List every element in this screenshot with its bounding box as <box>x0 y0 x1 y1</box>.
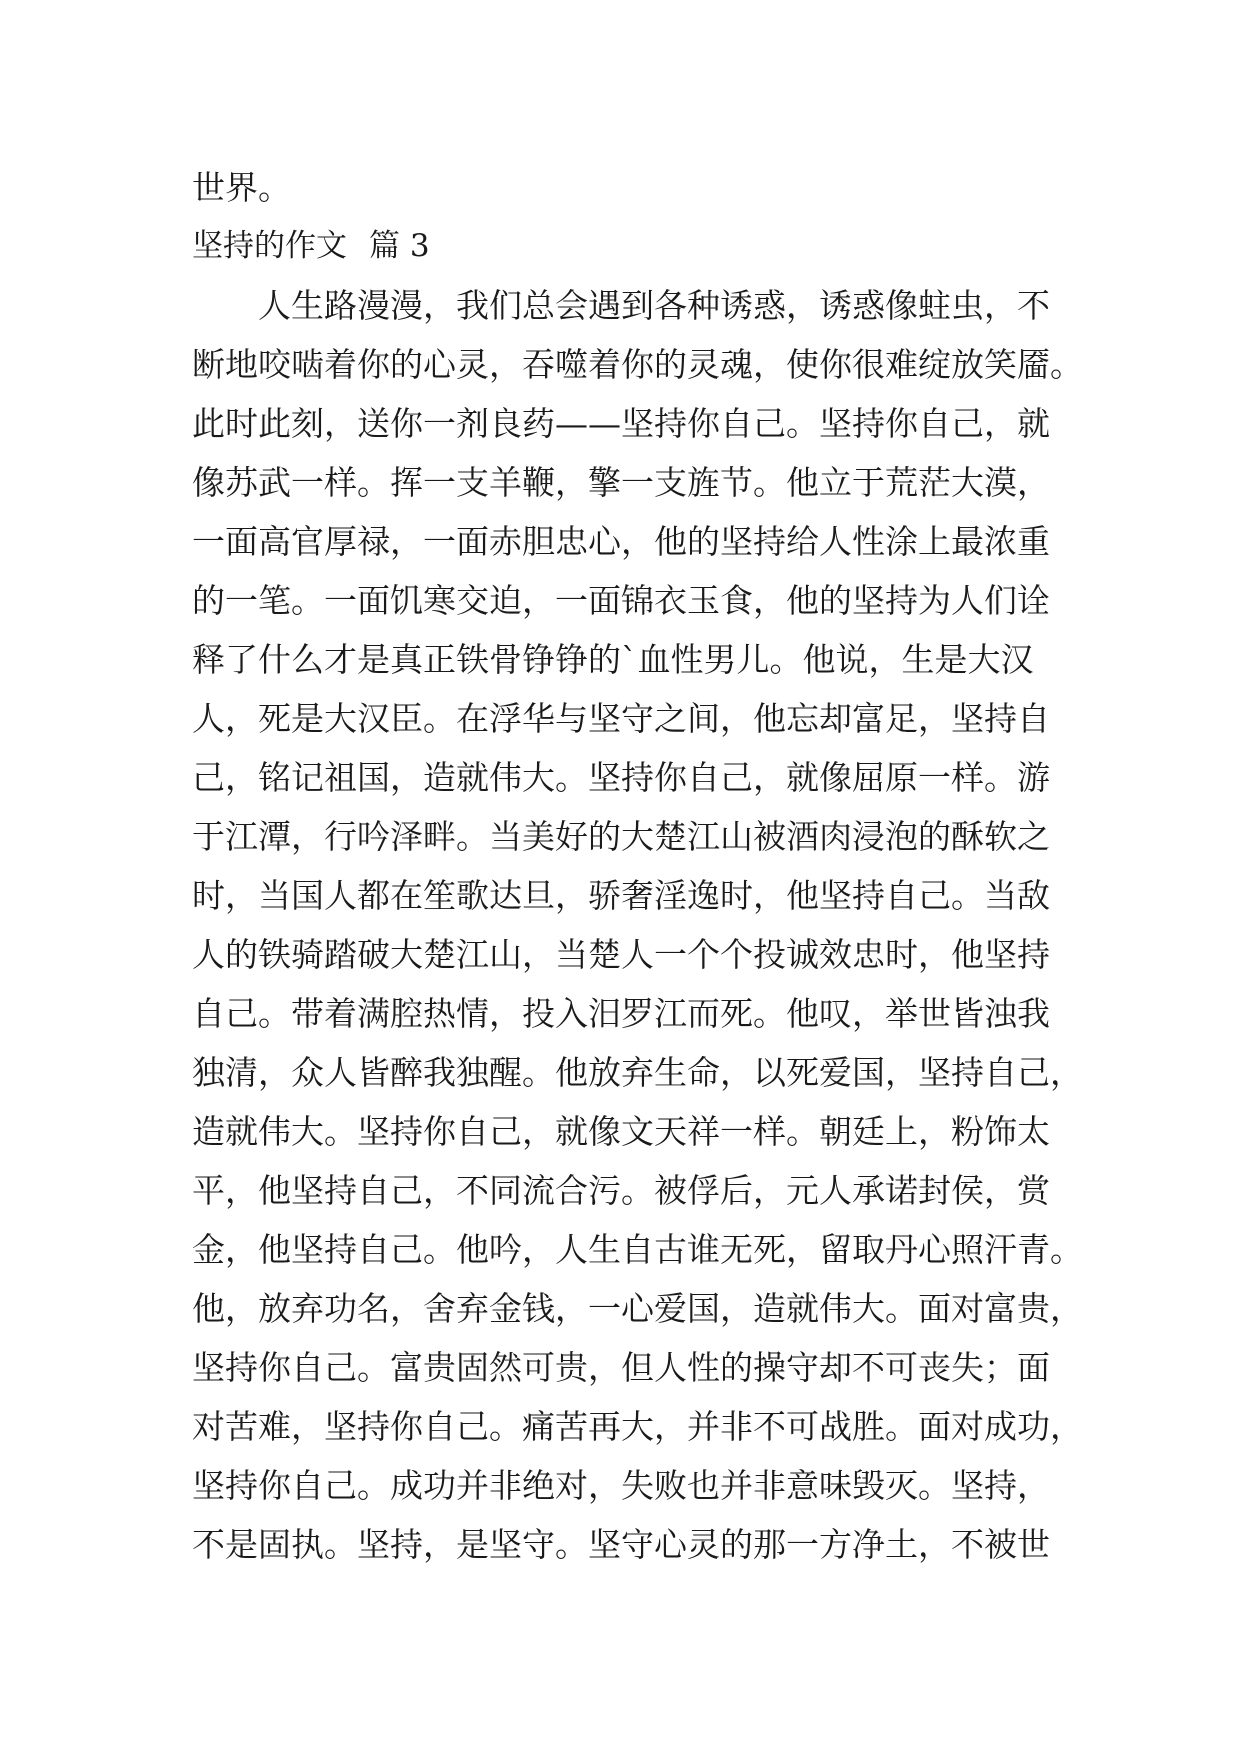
paragraph-line: 己，铭记祖国，造就伟大。坚持你自己，就像屈原一样。游 <box>192 758 1050 797</box>
paragraph-line: 造就伟大。坚持你自己，就像文天祥一样。朝廷上，粉饰太 <box>192 1112 1050 1151</box>
paragraph-line: 像苏武一样。挥一支羊鞭，擎一支旌节。他立于荒茫大漠， <box>192 463 1050 502</box>
paragraph-line: 的一笔。一面饥寒交迫，一面锦衣玉食，他的坚持为人们诠 <box>192 581 1050 620</box>
paragraph-line: 金，他坚持自己。他吟，人生自古谁无死，留取丹心照汗青。 <box>192 1230 1083 1269</box>
paragraph-line: 断地咬啮着你的心灵，吞噬着你的灵魂，使你很难绽放笑靥。 <box>192 345 1083 384</box>
paragraph-line: 不是固执。坚持，是坚守。坚守心灵的那一方净土，不被世 <box>192 1525 1050 1564</box>
paragraph-line: 人生路漫漫，我们总会遇到各种诱惑，诱惑像蛀虫，不 <box>192 286 1050 325</box>
heading-title: 坚持的作文 <box>192 228 347 264</box>
paragraph-line: 释了什么才是真正铁骨铮铮的`血性男儿。他说，生是大汉 <box>192 640 1034 679</box>
paragraph-line: 对苦难，坚持你自己。痛苦再大，并非不可战胜。面对成功， <box>192 1407 1083 1446</box>
paragraph-line: 坚持你自己。富贵固然可贵，但人性的操守却不可丧失；面 <box>192 1348 1050 1387</box>
document-page <box>192 158 1083 1574</box>
paragraph-line: 坚持你自己。成功并非绝对，失败也并非意味毁灭。坚持， <box>192 1466 1050 1505</box>
heading-suffix: 篇 3 <box>369 228 430 264</box>
section-heading <box>192 217 1052 276</box>
paragraph-line: 平，他坚持自己，不同流合污。被俘后，元人承诺封侯，赏 <box>192 1171 1050 1210</box>
paragraph-line: 独清，众人皆醉我独醒。他放弃生命，以死爱国，坚持自己， <box>192 1053 1083 1092</box>
paragraph-line: 人，死是大汉臣。在浮华与坚守之间，他忘却富足，坚持自 <box>192 699 1050 738</box>
paragraph-line: 一面高官厚禄，一面赤胆忠心，他的坚持给人性涂上最浓重 <box>192 522 1050 561</box>
paragraph-line: 于江潭，行吟泽畔。当美好的大楚江山被酒肉浸泡的酥软之 <box>192 817 1050 856</box>
paragraph-line: 他，放弃功名，舍弃金钱，一心爱国，造就伟大。面对富贵， <box>192 1289 1083 1328</box>
intro-line: 世界。 <box>192 168 291 207</box>
paragraph-line: 人的铁骑踏破大楚江山，当楚人一个个投诚效忠时，他坚持 <box>192 935 1050 974</box>
paragraph-line: 此时此刻，送你一剂良药——坚持你自己。坚持你自己，就 <box>192 404 1050 443</box>
paragraph-line: 自己。带着满腔热情，投入汨罗江而死。他叹，举世皆浊我 <box>192 994 1050 1033</box>
paragraph-line: 时，当国人都在笙歌达旦，骄奢淫逸时，他坚持自己。当敌 <box>192 876 1050 915</box>
